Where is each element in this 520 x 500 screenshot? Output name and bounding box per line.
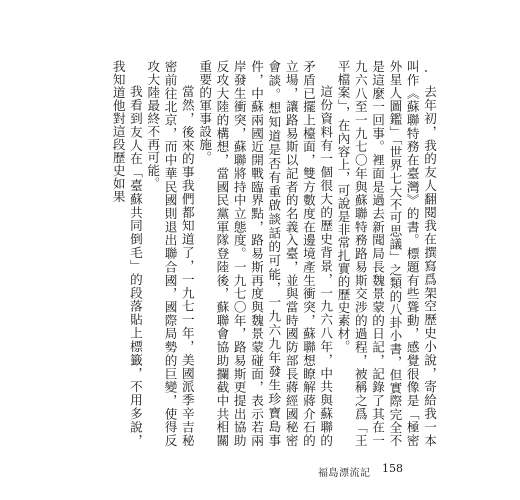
- vertical-text-body: [58, 60, 438, 447]
- running-head: 福島漂流記: [318, 468, 371, 479]
- page-number: 158: [382, 462, 403, 475]
- paragraph-3: 當然，後來的事我們都知道了，一九七一年，美國派季辛吉秘密前往北京，而中華民國則退出聯合國，國際局勢的巨變，使得反攻大陸最終不再可能。: [145, 60, 195, 447]
- paragraph-2: 這份資料有一個很大的歷史背景，一九六八年，中共與蘇聯的矛盾已擺上檯面，雙方數度在邊境產生衝突，蘇聯想瞭解蔣介石的立場，讓路易斯以記者的名義入臺，並與當時國防部長蔣經國秘密會談。想知道是否有重啟談話的可能，一九六九年發生珍寶島事件，中蘇兩國近開戰臨界點，路易斯再度與魏景蒙碰面，表示若兩岸發生衝突，蘇聯將持中立態度。一九七〇年，路易斯更提出協助反攻大陸的構想，當國民黨軍隊登陸後，蘇聯會協助攔截中共相關重要的軍事設施。: [197, 60, 334, 447]
- paragraph-1: 去年初，我的友人翻閱我在撰寫爲架空歷史小說，寄給我一本叫作《蘇聯特務在臺灣》的書。標題有些聳動，感覺很像是「極密外星人圖鑑」「世界七大不可思議」之類的八卦小書，但實際完全不是這麼一回事。裡面是過去新聞局長魏景蒙的日記，記錄了其在一九六八至一九七〇年與蘇聯特務路易斯交涉的過程，被稱之爲「王平檔案」，在內容上，可說是非常扎實的歷史素材。: [335, 60, 437, 447]
- paragraph-4: 我看到友人在「臺蘇共同倒毛」的段落貼上標籤，不用多說，我知道他對這段歷史如果: [110, 60, 143, 447]
- scan-speck: [425, 70, 427, 72]
